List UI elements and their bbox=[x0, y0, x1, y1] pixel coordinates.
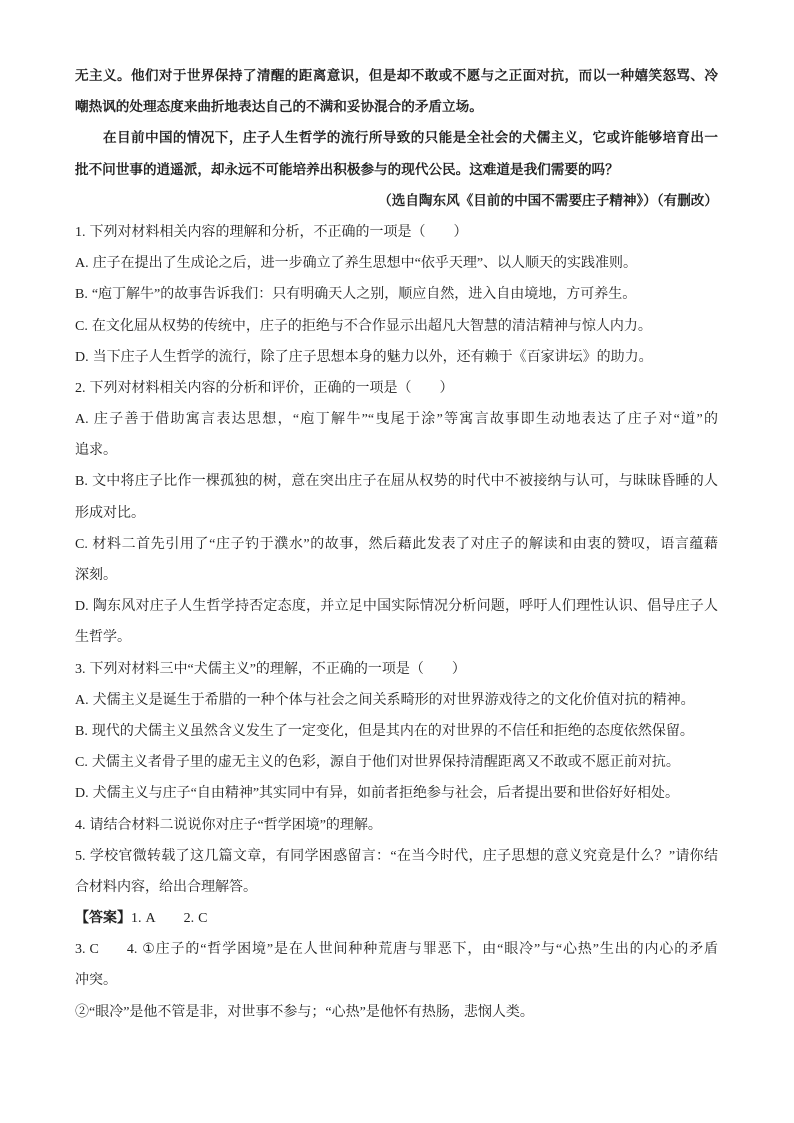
answer-heading: 【答案】 bbox=[75, 911, 131, 927]
question-5 bbox=[75, 841, 718, 903]
option-text: 犬儒主义与庄子“自由精神”其实同中有异，如前者拒绝参与社会，后者提出要和世俗好好相处。 bbox=[92, 786, 680, 802]
answer-text-point-2: ②“眼冷”是他不管是非，对世事不参与；“心热”是他怀有热肠，悲悯人类。 bbox=[75, 1004, 534, 1020]
question-3 bbox=[75, 654, 718, 810]
question-2 bbox=[75, 373, 718, 654]
question-number: 5. bbox=[75, 848, 86, 864]
question-number: 1. bbox=[75, 224, 86, 240]
question-stem bbox=[75, 841, 718, 872]
question-stem-text: 学校官微转载了这几篇文章，有同学困惑留言：“在当今时代，庄子思想的意义究竟是什么？”请你结 bbox=[89, 848, 718, 864]
option-b bbox=[75, 716, 718, 747]
question-stem-continued: 合材料内容，给出合理解答。 bbox=[75, 879, 257, 895]
option-label: B. bbox=[75, 287, 88, 303]
passage-line: 无主义。他们对于世界保持了清醒的距离意识，但是却不敢或不愿与之正面对抗，而以一种嬉笑怒骂、冷 bbox=[75, 68, 718, 84]
passage-line: 批不问世事的逍遥派，却永远不可能培养出积极参与的现代公民。这难道是我们需要的吗？ bbox=[75, 161, 619, 178]
answer-number: 1. bbox=[131, 911, 142, 927]
question-stem bbox=[75, 654, 718, 685]
passage-line: 嘲热讽的处理态度来曲折地表达自己的不满和妥协混合的矛盾立场。 bbox=[75, 99, 483, 116]
option-label: C. bbox=[75, 755, 88, 771]
question-stem-text: 请结合材料二说说你对庄子“哲学困境”的理解。 bbox=[89, 817, 382, 833]
answer-line bbox=[75, 934, 718, 965]
answer-number: 3. bbox=[75, 942, 86, 958]
option-label: B. bbox=[75, 723, 88, 739]
option-a bbox=[75, 685, 718, 716]
answer-value: C bbox=[198, 911, 208, 927]
question-number: 3. bbox=[75, 661, 86, 677]
option-text: 当下庄子人生哲学的流行，除了庄子思想本身的魅力以外，还有赖于《百家讲坛》的助力。 bbox=[92, 349, 653, 365]
option-c bbox=[75, 529, 718, 560]
passage-source: （选自陶东风《目前的中国不需要庄子精神》）（有删改） bbox=[378, 192, 718, 209]
option-a-continued: 追求。 bbox=[75, 443, 117, 459]
question-stem-text: 下列对材料相关内容的理解和分析，不正确的一项是（ ） bbox=[89, 224, 468, 240]
option-d bbox=[75, 778, 718, 809]
option-label: D. bbox=[75, 349, 89, 365]
option-label: A. bbox=[75, 412, 89, 428]
question-stem bbox=[75, 217, 718, 248]
question-4 bbox=[75, 810, 718, 841]
answer-number: 4. bbox=[126, 942, 138, 958]
option-label: A. bbox=[75, 692, 89, 708]
option-label: C. bbox=[75, 318, 88, 334]
option-text: 文中将庄子比作一棵孤独的树，意在突出庄子在屈从权势的时代中不被接纳与认可，与昧昧昏睡的人 bbox=[91, 474, 718, 490]
option-text: 庄子在提出了生成论之后，进一步确立了养生思想中“依乎天理”、以人顺天的实践准则。 bbox=[92, 256, 638, 272]
option-text: “庖丁解牛”的故事告诉我们：只有明确天人之别，顺应自然，进入自由境地，方可养生。 bbox=[91, 287, 637, 303]
answer-value: A bbox=[145, 911, 156, 927]
question-stem-text: 下列对材料三中“犬儒主义”的理解，不正确的一项是（ ） bbox=[89, 661, 466, 677]
option-a bbox=[75, 404, 718, 435]
option-text: 在文化屈从权势的传统中，庄子的拒绝与不合作显示出超凡大智慧的清洁精神与惊人内力。 bbox=[91, 318, 652, 334]
question-stem-text: 下列对材料相关内容的分析和评价，正确的一项是（ ） bbox=[89, 380, 454, 396]
page-content bbox=[75, 61, 718, 1028]
option-d bbox=[75, 342, 718, 373]
question-stem bbox=[75, 373, 718, 404]
answer-number: 2. bbox=[183, 911, 195, 927]
option-c-continued: 深刻。 bbox=[75, 568, 117, 583]
option-c bbox=[75, 747, 718, 778]
option-text: 现代的犬儒主义虽然含义发生了一定变化，但是其内在的对世界的不信任和拒绝的态度依然保留。 bbox=[91, 723, 694, 739]
option-b bbox=[75, 466, 718, 497]
option-c bbox=[75, 311, 718, 342]
option-text: 材料二首先引用了“庄子钓于濮水”的故事，然后藉此发表了对庄子的解读和由衷的赞叹，语言蕴藉 bbox=[91, 536, 718, 552]
answer-text: ①庄子的“哲学困境”是在人世间种种荒唐与罪恶下，由“眼冷”与“心热”生出的内心的矛盾 bbox=[141, 942, 718, 958]
option-d-continued: 生哲学。 bbox=[75, 630, 131, 646]
answer-section bbox=[75, 903, 718, 1028]
option-text: 庄子善于借助寓言表达思想，“庖丁解牛”“曳尾于涂”等寓言故事即生动地表达了庄子对“道”的 bbox=[92, 412, 718, 428]
question-1 bbox=[75, 217, 718, 373]
answer-text-continued: 冲突。 bbox=[75, 973, 117, 989]
answer-value: C bbox=[89, 942, 99, 958]
option-label: D. bbox=[75, 599, 89, 615]
option-label: B. bbox=[75, 474, 88, 490]
passage-line: 在目前中国的情况下，庄子人生哲学的流行所导致的只能是全社会的犬儒主义，它或许能够培育出一 bbox=[103, 130, 718, 147]
option-a bbox=[75, 248, 718, 279]
passage-excerpt bbox=[75, 61, 718, 217]
option-d bbox=[75, 591, 718, 622]
option-text: 犬儒主义者骨子里的虚无主义的色彩，源自于他们对世界保持清醒距离又不敢或不愿正前对抗。 bbox=[91, 755, 680, 771]
option-b bbox=[75, 279, 718, 310]
option-b-continued: 形成对比。 bbox=[75, 505, 145, 521]
question-number: 4. bbox=[75, 817, 86, 833]
option-label: D. bbox=[75, 786, 89, 802]
question-stem bbox=[75, 810, 718, 841]
option-label: A. bbox=[75, 256, 89, 272]
question-number: 2. bbox=[75, 380, 86, 396]
option-label: C. bbox=[75, 536, 88, 552]
option-text: 犬儒主义是诞生于希腊的一种个体与社会之间关系畸形的对世界游戏待之的文化价值对抗的精神。 bbox=[92, 692, 695, 708]
option-text: 陶东风对庄子人生哲学持否定态度，并立足中国实际情况分析问题，呼吁人们理性认识、倡导庄子人 bbox=[92, 599, 718, 615]
answer-line bbox=[75, 903, 718, 934]
